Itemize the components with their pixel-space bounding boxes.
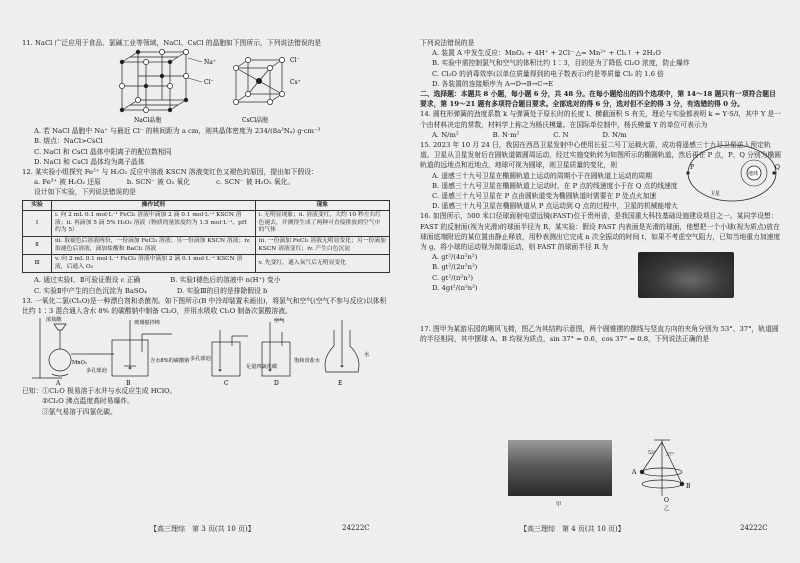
q13-known-2: ②Cl₂O 沸点温度高时易爆炸。	[42, 397, 134, 406]
q14-option-c: C. N	[553, 130, 569, 139]
q11-option-b: B. 熔点：NaCl>CsCl	[34, 137, 103, 146]
q16-option-c: C. gt²/(π²n²)	[432, 273, 473, 282]
q17-stem: 17. 图甲为某游乐园的飓风飞椅，图乙为其结构示意图，两个圆锥摆的摆线与竖直方向的夹角分别为 53°、37°，轨道圆的半径相同，其中摆球 A、B 均视为质点，sin 37° = 0.6，cos 37° = 0.8，下列说法正确的是	[420, 325, 779, 344]
q11-stem: 11. NaCl 广泛应用于食品、氯碱工业等领域，NaCl、CsCl 的晶胞如下图所示，下列说法错误的是	[22, 39, 322, 47]
label-C: C	[224, 380, 229, 387]
label-earth: 地球	[748, 170, 759, 177]
q12-options-ab	[22, 275, 392, 285]
exp-phenomenon: v. 先变红，通入氧气后无明显变化	[255, 255, 389, 273]
orbit-diagram	[686, 137, 782, 207]
apparatus-diagram	[22, 316, 392, 386]
left-column	[22, 38, 392, 417]
label-cl1: Cl⁻	[204, 79, 214, 87]
q11-figure	[22, 48, 392, 126]
q11-option-c: C. NaCl 和 CsCl 晶体中阳离子的配位数相同	[34, 147, 172, 156]
label-cl2: Cl⁻	[290, 57, 300, 65]
q13-apparatus	[22, 316, 392, 386]
label-multi1: 多孔球泡	[86, 368, 107, 375]
exp-id: Ⅲ	[23, 255, 52, 273]
q12-stem: 12. 某实验小组探究 Fe²⁺ 与 H₂O₂ 反应中溶液 KSCN 溶液变红色又褪色的原因，提出如下假设：	[22, 168, 318, 177]
label-nacl-cell: NaCl晶胞	[134, 117, 162, 125]
q16-stem: 16. 如图所示，500 米口径球面射电望远镜(FAST)位于贵州省，是我国重大科技基础设施建设项目之一。某同学设想：FAST 的反射面(视为光滑)的球面半径为 R，某实验：假设 FAST 内表面是光滑的球面，他想把一个小球(视为质点)放在球面底端附近的某位置由静止释放，用秒表测出它完成 n 次全振动的时间 t，如果不考虑空气阻力，已知当地重力加速度为 g，将小球的运动视为简谐运动，则 FAST 的球面半径 R 为	[420, 212, 781, 252]
q13-option-c: C. Cl₂O 的消毒效率(以单位质量得到的电子数表示)约是等质量 Cl₂ 的 1.6 倍	[432, 69, 664, 78]
table-row	[23, 255, 390, 273]
q16-option-a: A. gt²/(4π²n²)	[432, 253, 478, 262]
q12-stem2: 设计如下实验，下列说法错误的是	[34, 188, 136, 197]
q13-stem: 13. 一氧化二氯(Cl₂O)是一种漂白剂和杀菌剂。如下图所示(B 中冷却装置未画出)，将氯气和空气(空气不参与反应)以体积比约 1∶3 混合通入含水 8% 的碳酸钠中制备 Cl₂O，并用水吸收 Cl₂O 制备次氯酸溶液。	[22, 296, 387, 315]
label-stirrer: 玻璃搅拌棒	[134, 320, 160, 327]
label-A: A	[56, 380, 61, 387]
hypothesis-b: b. SCN⁻ 被 O₂ 氧化	[126, 178, 191, 187]
right-column	[420, 38, 782, 345]
right-footer: 【高三理综 第 4 页(共 10 页)】	[520, 525, 625, 533]
q14-option-a: A. N/m²	[432, 130, 459, 139]
label-p: P	[690, 163, 695, 171]
label-mno2: MnO₂	[72, 360, 87, 367]
exp-id: Ⅱ	[23, 237, 52, 255]
label-o: O	[664, 497, 669, 504]
label-B: B	[126, 380, 131, 387]
experiment-table	[22, 200, 390, 274]
label-ccl4: 足量四氯化碳	[246, 364, 278, 371]
fast-telescope-photo	[638, 252, 734, 298]
q13-continued: 下列说法错误的是	[420, 39, 475, 47]
table-header: 实验	[23, 200, 52, 211]
q14-option-b: B. N·m²	[492, 130, 520, 139]
table-header: 现象	[255, 200, 389, 211]
q12-option-a: A. 通过实验Ⅰ、Ⅱ可验证假设 c 正确	[34, 276, 141, 285]
crystal-cells-diagram	[22, 48, 322, 126]
q12-option-b: B. 实验Ⅰ褪色后的溶液中 n(H⁺) 变小	[170, 276, 281, 285]
left-footer: 【高三理综 第 3 页(共 10 页)】	[150, 525, 255, 533]
exp-id: Ⅰ	[23, 211, 52, 237]
cone-pendulum-diagram	[628, 438, 700, 504]
q14-option-d: D. N/m	[602, 130, 627, 139]
q12-option-d: D. 实验Ⅲ的目的是排除假设 b	[176, 286, 268, 295]
exp-operation: v. 向 2 mL 0.1 mol·L⁻¹ FeCl₃ 溶液中滴加 2 滴 0.1 mol·L⁻¹ KSCN 溶液，后通入 O₂	[52, 255, 256, 273]
label-angle-37: 37°	[666, 453, 675, 458]
label-E: E	[338, 380, 343, 387]
label-water: 水	[364, 352, 370, 359]
q14-stem: 14. 圆柱形弹簧的劲度系数 k 与弹簧处于原长时的长度 l、横截面积 S 有关，理论与实验都表明 k = Y·S/l，其中 Y 是一个由材料决定的常数，材料学上称之为杨氏模量。在国际单位制中，杨氏模量 Y 的单位可表示为	[420, 110, 782, 129]
label-brine: 饱和食盐水	[294, 358, 320, 365]
label-q: Q	[775, 163, 780, 171]
label-b: B	[686, 483, 691, 490]
q15-stem: 15. 2023 年 10 月 24 日，我国在西昌卫星发射中心使用长征二号丁运载火箭，成功将遥感三十九号卫星送入预定轨道。卫星从卫星发射后在圆轨道做圆周运动，经过实施变轨转为如图所示的椭圆轨道，然后再在 P 点，P、Q 分别为椭圆轨道的远地点和近地点，地球可视为圆球，则卫星质量的变化，则	[420, 141, 782, 170]
label-na2co3: 含水8%的碳酸钠	[150, 358, 190, 365]
exp-phenomenon: iii. 一份滴加 FeCl₃ 溶液无明显变化；另一份滴加 KSCN 溶液变红；iv. 产生白色沉淀	[255, 237, 389, 255]
label-cs: Cs⁺	[290, 79, 301, 87]
flying-chair-photo	[508, 440, 612, 496]
table-header: 操作试剂	[52, 200, 256, 211]
nacl-cell	[122, 52, 186, 110]
label-air: 空气	[274, 318, 285, 325]
exp-operation: iii. 取褪色后溶液两份，一份滴加 FeCl₃ 溶液；另一份滴加 KSCN 溶液；iv. 取褪色后溶液，滴加盐酸和 BaCl₂ 溶液	[52, 237, 256, 255]
label-D: D	[274, 380, 279, 387]
left-page-code: 24222C	[342, 524, 370, 532]
hypothesis-a: a. Fe³⁺ 被 H₂O₂ 还原	[34, 178, 101, 187]
q13-known-3: ③氯气易溶于四氯化碳。	[42, 407, 117, 416]
q12-options-cd	[22, 286, 392, 296]
hypothesis-c: c. SCN⁻ 被 H₂O₂ 氧化。	[216, 178, 295, 187]
label-multi2: 多孔球泡	[190, 356, 211, 363]
q16-option-b: B. gt²/(2π²n²)	[432, 263, 478, 272]
caption-jia: 甲	[556, 502, 562, 508]
exp-phenomenon: i. 无明显现象；ii. 溶液变红，大约 10 秒左右红色褪去，并测得生成了两种可直接排放到空气中的气体	[255, 211, 389, 237]
label-cscl-cell: CsCl晶胞	[242, 117, 269, 125]
label-a: A	[632, 469, 637, 476]
label-acid: 浓盐酸	[46, 317, 62, 324]
table-row	[23, 211, 390, 237]
section-2-title: 二、选择题：本题共 8 小题，每小题 6 分，共 48 分。在每小题给出的四个选项中，第 14～18 题只有一项符合题目要求，第 19～21 题有多项符合题目要求。全部选对的得 6 分，选对但不全的得 3 分，有选错的得 0 分。	[420, 90, 776, 109]
q13-option-a: A. 装置 A 中发生反应：MnO₂ + 4H⁺ + 2Cl⁻ △= Mn²⁺ + Cl₂↑ + 2H₂O	[432, 49, 661, 58]
label-na: Na⁺	[204, 59, 216, 67]
q13-known-1: 已知：①Cl₂O 极易溶于水并与水反应生成 HClO。	[22, 387, 177, 396]
q15-option-a: A. 遥感三十九号卫星在椭圆轨道上运动的周期小于在圆轨道上运动的周期	[432, 171, 652, 180]
q13-option-b: B. 实验中需控制氯气和空气的体积比约 1∶3，目的是为了降低 Cl₂O 浓度，防止爆炸	[432, 59, 690, 68]
label-satellite: 卫星	[710, 190, 721, 197]
q15-option-b: B. 遥感三十九号卫星在椭圆轨道上运动时，在 P 点的线速度小于在 Q 点的线速度	[432, 181, 678, 190]
q16-option-d: D. 4gt²/(π²n²)	[432, 283, 478, 292]
q13-option-d: D. 各装置的连接顺序为 A→D→B→C→E	[432, 79, 554, 88]
exp-operation: i. 向 2 mL 0.1 mol·L⁻¹ FeCl₂ 溶液中滴加 2 滴 0.1 mol·L⁻¹ KSCN 溶液；ii. 再滴加 5 滴 5% H₂O₂ 溶液（物质的量浓度约为 1.5 mol·L⁻¹、pH 约为 5）	[52, 211, 256, 237]
q12-option-c: C. 实验Ⅱ中产生的白色沉淀为 BaSO₄	[34, 286, 147, 295]
q15-option-c: C. 遥感三十九号卫星在 P 点由圆轨道变为椭圆轨道时需要在 P 处点火加速	[432, 192, 657, 201]
label-angle-53: 53°	[648, 451, 657, 456]
q15-option-d: D. 遥感三十九号卫星在椭圆轨道从 P 点运动到 Q 点的过程中，卫星的机械能增大	[432, 202, 678, 211]
right-page-code: 24222C	[740, 524, 768, 532]
q11-option-d: D. NaCl 和 CsCl 晶体均为离子晶体	[34, 157, 145, 166]
table-row	[23, 237, 390, 255]
q12-hypotheses	[22, 177, 392, 187]
q11-option-a: A. 若 NaCl 晶胞中 Na⁺ 与最近 Cl⁻ 的核间距为 a cm，则其晶体密度为 234/(8a³Nₐ) g·cm⁻³	[34, 127, 321, 136]
caption-yi: 乙	[664, 506, 670, 512]
